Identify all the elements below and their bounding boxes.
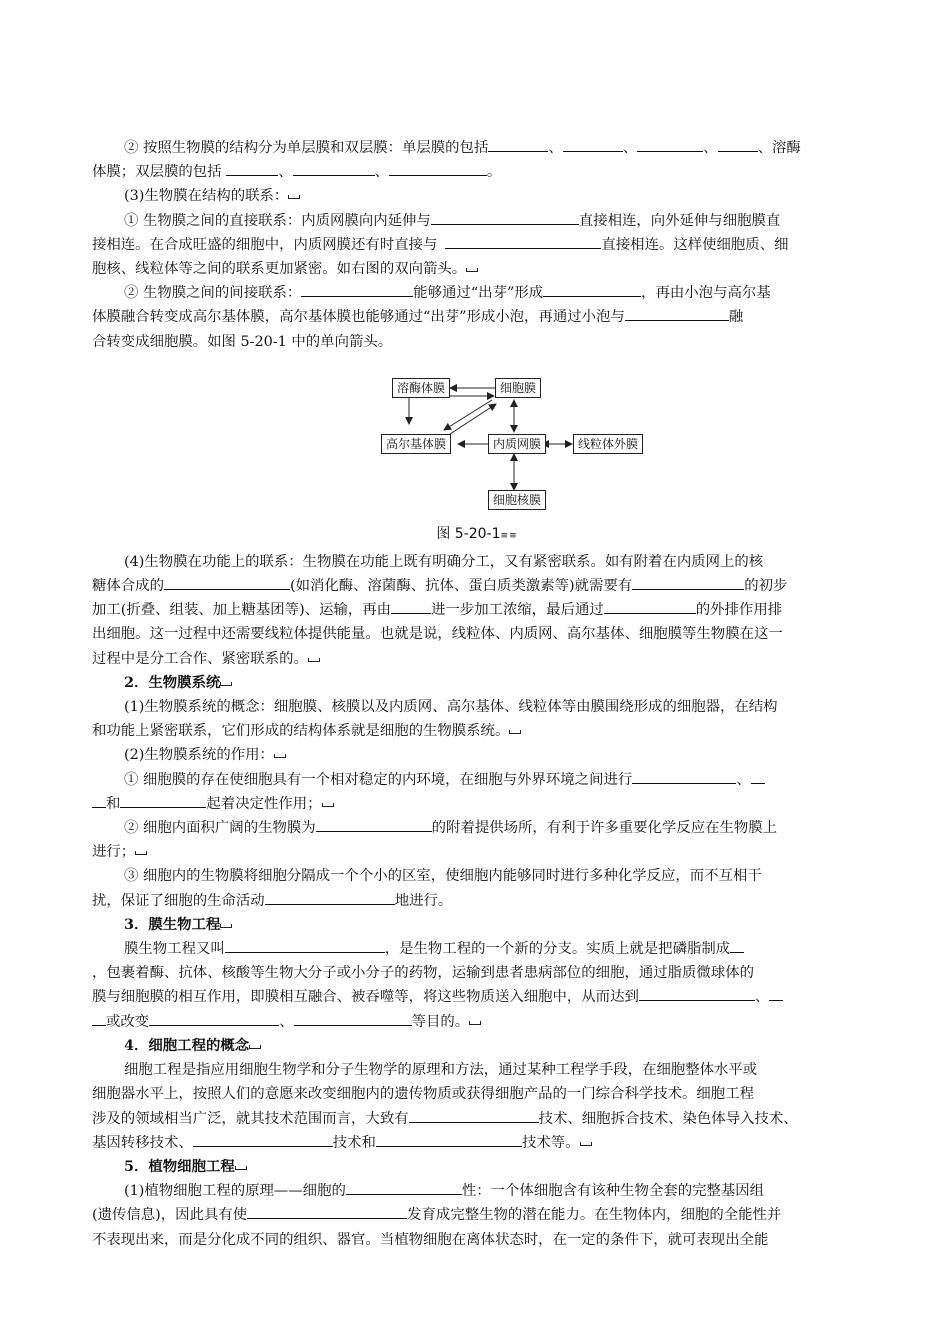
- fill-blank[interactable]: [431, 210, 579, 225]
- paragraph: 过程中是分工合作、紧密联系的。: [92, 647, 862, 671]
- fill-blank[interactable]: [769, 986, 783, 1001]
- paragraph: ① 细胞膜的存在使细胞具有一个相对稳定的内环境，在细胞与外界环境之间进行 、: [92, 768, 862, 792]
- edit-mark-icon: [235, 1163, 247, 1171]
- paragraph: 膜与细胞膜的相互作用，即膜相互融合、被吞噬等，将这些物质送入细胞中，从而达到 、: [92, 985, 862, 1009]
- edit-mark-icon: [322, 800, 334, 808]
- fill-blank[interactable]: [301, 282, 413, 297]
- paragraph: 进行；: [92, 840, 862, 864]
- edit-mark-icon: [220, 679, 232, 687]
- edit-mark-icon: [288, 192, 300, 200]
- paragraph: ② 生物膜之间的间接联系： 能够通过“出芽”形成 ，再由小泡与高尔基: [92, 281, 862, 305]
- section-heading: 2．生物膜系统: [92, 671, 862, 695]
- paragraph: ，包裹着酶、抗体、核酸等生物大分子或小分子的药物，运输到患者患病部位的细胞，通过脂质微球体的: [92, 965, 754, 982]
- paragraph: 膜生物工程又叫 ，是生物工程的一个新的分支。实质上就是把磷脂制成: [92, 937, 862, 961]
- fill-blank[interactable]: [543, 282, 641, 297]
- edit-mark-icon: [469, 1018, 481, 1026]
- fill-blank[interactable]: [632, 769, 736, 784]
- edit-mark-icon: [509, 727, 521, 735]
- fill-blank[interactable]: [563, 137, 623, 152]
- diagram-arrows: [92, 356, 862, 516]
- fill-blank[interactable]: [445, 234, 601, 249]
- fill-blank[interactable]: [488, 137, 548, 152]
- cell-membrane-box: 细胞膜: [495, 378, 541, 398]
- fill-blank[interactable]: [293, 161, 375, 176]
- fill-blank[interactable]: [294, 1011, 412, 1026]
- edit-mark-icon: [274, 751, 286, 759]
- fill-blank[interactable]: [639, 986, 755, 1001]
- fill-blank[interactable]: [164, 575, 290, 590]
- er-membrane-box: 内质网膜: [488, 434, 546, 454]
- fill-blank[interactable]: [346, 1180, 462, 1195]
- paragraph: (4)生物膜在功能上的联系：生物膜在功能上既有明确分工，又有紧密联系。如有附着在内质网上的核: [124, 553, 764, 570]
- section-heading: 3．膜生物工程: [92, 913, 862, 937]
- fill-blank[interactable]: [149, 1011, 279, 1026]
- mitochondria-membrane-box: 线粒体外膜: [573, 434, 643, 454]
- paragraph: (2)生物膜系统的作用：: [92, 743, 862, 767]
- edit-mark-icon: [135, 848, 147, 856]
- lysosome-membrane-box: 溶酶体膜: [392, 378, 450, 398]
- paragraph: 胞核、线粒体等之间的联系更加紧密。如右图的双向箭头。: [92, 257, 862, 281]
- paragraph: 体膜；双层膜的包括 、 、 。: [92, 160, 862, 184]
- fill-blank[interactable]: [604, 599, 696, 614]
- document-page: [92, 136, 862, 1252]
- paragraph: (1)植物细胞工程的原理——细胞的 性：一个体细胞含有该种生物全套的完整基因组: [92, 1179, 862, 1203]
- text: ② 按照生物膜的结构分为单层膜和双层膜：单层膜的包括: [124, 140, 489, 156]
- fill-blank[interactable]: [225, 938, 385, 953]
- paragraph: 合转变成细胞膜。如图 5-20-1 中的单向箭头。: [92, 333, 393, 350]
- nuclear-membrane-box: 细胞核膜: [488, 490, 546, 510]
- fill-blank[interactable]: [92, 793, 106, 808]
- paragraph: 糖体合成的 (如消化酶、溶菌酶、抗体、蛋白质类激素等)就需要有 的初步: [92, 574, 862, 598]
- fill-blank[interactable]: [316, 817, 432, 832]
- paragraph: 细胞工程是指应用细胞生物学和分子生物学的原理和方法，通过某种工程学手段，在细胞整体水平或: [124, 1062, 758, 1079]
- paragraph: 和功能上紧密联系，它们形成的结构体系就是细胞的生物膜系统。: [92, 719, 862, 743]
- fill-blank[interactable]: [718, 137, 758, 152]
- paragraph: (3)生物膜在结构的联系：: [92, 184, 862, 208]
- paragraph: (遗传信息)，因此具有使 发育成完整生物的潜在能力。在生物体内，细胞的全能性并: [92, 1203, 862, 1227]
- paragraph: 体膜融合转变成高尔基体膜，高尔基体膜也能够通过“出芽”形成小泡，再通过小泡与 融: [92, 305, 862, 329]
- fill-blank[interactable]: [376, 1132, 522, 1147]
- fill-blank[interactable]: [751, 769, 765, 784]
- section-heading: 4．细胞工程的概念: [92, 1034, 862, 1058]
- edit-mark-icon: [220, 921, 232, 929]
- paragraph: 或改变 、 等目的。: [92, 1010, 862, 1034]
- fill-blank[interactable]: [247, 1204, 407, 1219]
- fill-blank[interactable]: [193, 1132, 333, 1147]
- fill-blank[interactable]: [120, 793, 206, 808]
- fill-blank[interactable]: [409, 1108, 539, 1123]
- paragraph: 基因转移技术、 技术和 技术等。: [92, 1131, 862, 1155]
- paragraph: 不表现出来，而是分化成不同的组织、器官。当植物细胞在离体状态时，在一定的条件下，就可表现出全能: [92, 1231, 769, 1248]
- fill-blank[interactable]: [389, 161, 487, 176]
- figure-caption: 图 5-20-1≡≡: [436, 525, 518, 542]
- golgi-membrane-box: 高尔基体膜: [381, 434, 451, 454]
- edit-mark-icon: [249, 1042, 261, 1050]
- fill-blank[interactable]: [391, 599, 431, 614]
- fill-blank[interactable]: [730, 938, 744, 953]
- paragraph: 接相连。在合成旺盛的细胞中，内质网膜还有时直接与 直接相连。这样使细胞质、细: [92, 233, 862, 257]
- paragraph: ② 按照生物膜的结构分为单层膜和双层膜：单层膜的包括 、 、 、 、溶酶: [92, 136, 862, 160]
- paragraph: ② 细胞内面积广阔的生物膜为 的附着提供场所，有利于许多重要化学反应在生物膜上: [92, 816, 862, 840]
- paragraph: (1)生物膜系统的概念：细胞膜、核膜以及内质网、高尔基体、线粒体等由膜围绕形成的细胞器，在结构: [124, 699, 778, 716]
- fill-blank[interactable]: [226, 161, 278, 176]
- edit-mark-icon: [308, 655, 320, 663]
- paragraph: 加工(折叠、组装、加上糖基团等)、运输，再由 进一步加工浓缩，最后通过 的外排作用排: [92, 598, 862, 622]
- fill-blank[interactable]: [637, 137, 703, 152]
- paragraph: 出细胞。这一过程中还需要线粒体提供能量。也就是说，线粒体、内质网、高尔基体、细胞膜等生物膜在这一: [92, 626, 783, 643]
- paragraph: 和 起着决定性作用；: [92, 792, 862, 816]
- fill-blank[interactable]: [625, 306, 729, 321]
- paragraph: 涉及的领域相当广泛，就其技术范围而言，大致有 技术、细胞拆合技术、染色体导入技术、: [92, 1107, 862, 1131]
- section-heading: 5．植物细胞工程: [92, 1155, 862, 1179]
- paragraph: 扰，保证了细胞的生命活动 地进行。: [92, 889, 862, 913]
- edit-mark-icon: [580, 1139, 592, 1147]
- fill-blank[interactable]: [632, 575, 744, 590]
- paragraph: 细胞器水平上，按照人们的意愿来改变细胞内的遗传物质或获得细胞产品的一门综合科学技术。细胞工程: [92, 1086, 754, 1103]
- paragraph: ③ 细胞内的生物膜将细胞分隔成一个个小的区室，使细胞内能够同时进行多种化学反应，而不互相干: [124, 868, 762, 885]
- fill-blank[interactable]: [265, 890, 395, 905]
- fill-blank[interactable]: [92, 1011, 106, 1026]
- paragraph: ① 生物膜之间的直接联系：内质网膜向内延伸与 直接相连，向外延伸与细胞膜直: [92, 209, 862, 233]
- edit-mark-icon: [466, 265, 478, 273]
- membrane-diagram: [92, 356, 862, 516]
